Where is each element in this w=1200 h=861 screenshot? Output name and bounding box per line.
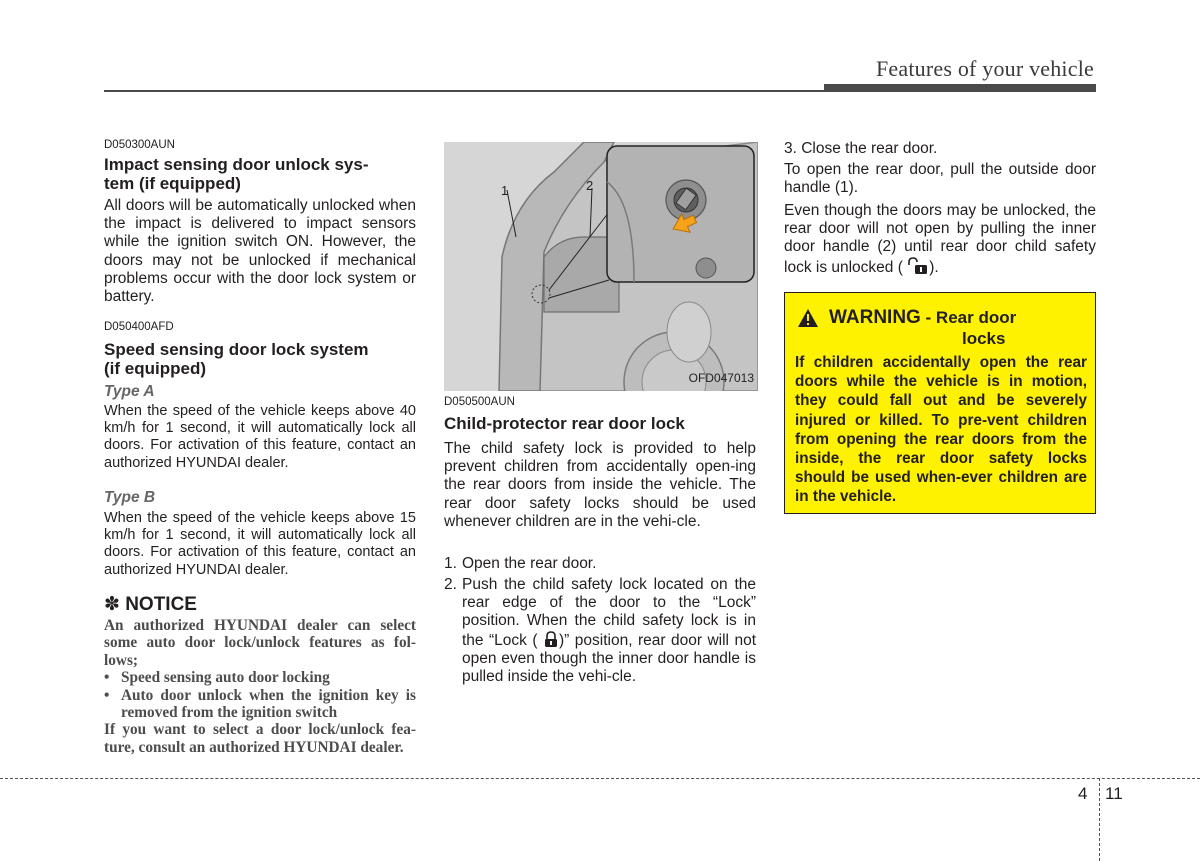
type-a-text: When the speed of the vehicle keeps above 40 km/h for 1 second, it will automatically lock all doors. For activation of this feature, contact an authorized HYUNDAI dealer. xyxy=(104,403,416,471)
section-code: D050500AUN xyxy=(444,396,515,408)
notice-box xyxy=(104,617,416,756)
heading-line: Speed sensing door lock system xyxy=(104,340,369,359)
footer-divider xyxy=(1099,778,1100,861)
rear-door-illustration xyxy=(444,142,758,391)
notice-bullet: • Auto door unlock when the ignition key is removed from the ignition switch xyxy=(104,687,416,722)
heading-line: tem (if equipped) xyxy=(104,174,241,193)
notice-bullet: • Speed sensing auto door locking xyxy=(104,669,416,686)
type-b-text: When the speed of the vehicle keeps above 15 km/h for 1 second, it will automatically lock all doors. For activation of this feature, contact an authorized HYUNDAI dealer. xyxy=(104,510,416,578)
section-code: D050400AFD xyxy=(104,321,174,333)
callout-label-2: 2 xyxy=(586,178,594,193)
unlock-icon xyxy=(907,257,929,275)
section-heading: Child-protector rear door lock xyxy=(444,414,685,433)
callout-label-1: 1 xyxy=(501,183,509,198)
step-item: 3. Close the rear door. xyxy=(784,140,938,157)
rear-door-figure xyxy=(444,142,758,391)
paragraph xyxy=(784,202,1096,277)
section-code: D050300AUN xyxy=(104,139,175,151)
warning-word: WARNING xyxy=(829,307,921,328)
paragraph-text: Even though the doors may be unlocked, the rear door will not open by pulling the inner door handle (2) until rear door child safety lock is unlocked ( xyxy=(784,202,1096,276)
step-text: Open the rear door. xyxy=(462,555,597,572)
paragraph: The child safety lock is provided to help prevent children from accidentally open-ing the rear doors from inside the vehicle. The rear door safety locks should be used whenever children are in the vehi-cle. xyxy=(444,440,756,530)
notice-title: ✽ NOTICE xyxy=(104,594,197,615)
step-item xyxy=(444,555,756,573)
step-number: 2. xyxy=(444,576,457,593)
paragraph: All doors will be automatically unlocked when the impact is delivered to impact sensors while the ignition switch ON. However, the doors may not be unlocked if mechanical problems occur with the door lock system or battery. xyxy=(104,197,416,306)
warning-topic-line2: locks xyxy=(962,329,1006,348)
step-item xyxy=(444,576,756,686)
header-rule xyxy=(104,90,1096,92)
step-text: Push the child safety lock located on the rear edge of the door to the “Lock” position. When the child safety lock is in the “Lock ( xyxy=(462,576,756,649)
warning-title-line xyxy=(829,307,1016,329)
warning-icon xyxy=(797,308,819,333)
warning-box xyxy=(784,292,1096,514)
type-a-label: Type A xyxy=(104,383,155,400)
section-heading xyxy=(104,155,416,193)
step-text-continued: )” position, rear door will not open even though the inner door handle is pulled inside the vehi-cle. xyxy=(462,631,756,686)
page-header-title: Features of your vehicle xyxy=(875,56,1094,81)
type-b-label: Type B xyxy=(104,489,156,506)
paragraph-text-continued: ). xyxy=(929,258,939,276)
heading-line: Impact sensing door unlock sys- xyxy=(104,155,369,174)
notice-intro: An authorized HYUNDAI dealer can select some auto door lock/unlock features as fol-lows; xyxy=(104,617,416,669)
page-section-number: 4 xyxy=(1078,784,1088,803)
section-heading xyxy=(104,340,416,378)
figure-code: OFD047013 xyxy=(688,371,754,385)
step-number: 1. xyxy=(444,555,457,572)
paragraph: To open the rear door, pull the outside door handle (1). xyxy=(784,161,1096,197)
footer-rule xyxy=(0,778,1200,779)
warning-text: If children accidentally open the rear doors while the vehicle is in motion, they could fall out and be severely injured or killed. To pre-vent children from opening the rear doors from the inside, the rear door safety locks should be used when-ever children are in the vehicle. xyxy=(795,354,1087,506)
heading-line: (if equipped) xyxy=(104,359,206,378)
page-number: 11 xyxy=(1105,784,1123,803)
notice-outro: If you want to select a door lock/unlock fea-ture, consult an authorized HYUNDAI dealer. xyxy=(104,721,416,756)
warning-topic: - Rear door xyxy=(920,308,1017,327)
lock-icon xyxy=(543,631,559,648)
